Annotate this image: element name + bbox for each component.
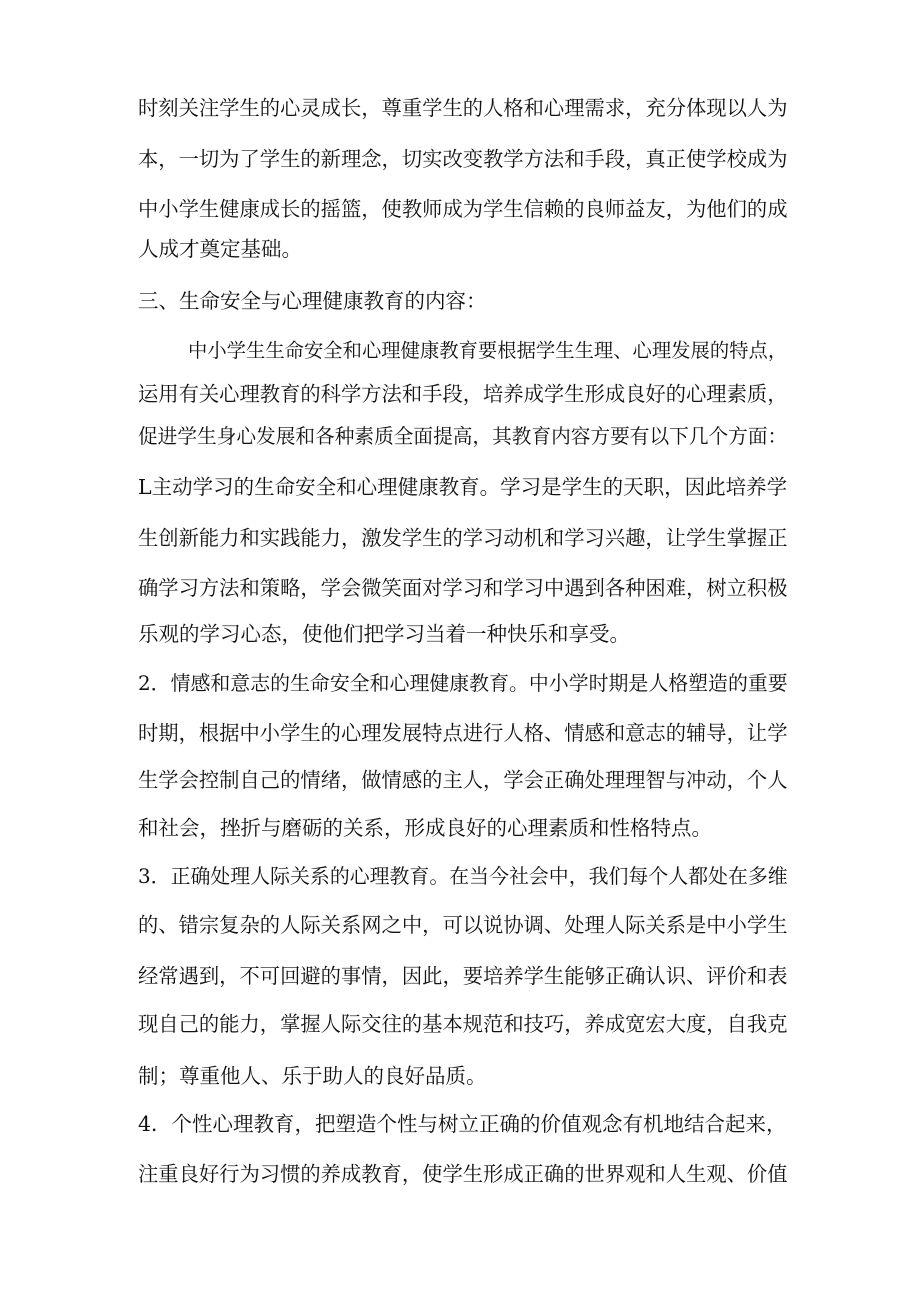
text-line: 生创新能力和实践能力，激发学生的学习动机和学习兴趣，让学生掌握正 [138, 526, 788, 550]
text-line: 现自己的能力，掌握人际交往的基本规范和技巧，养成宽宏大度，自我克 [138, 1012, 788, 1036]
text-line: 时刻关注学生的心灵成长，尊重学生的人格和心理需求，充分体现以人为 [138, 96, 788, 120]
text-line: 中小学生生命安全和心理健康教育要根据学生生理、心理发展的特点， [188, 339, 788, 362]
list-item-1: L主动学习的生命安全和心理健康教育。学习是学生的天职，因此培养学 [138, 475, 788, 499]
text-line: 制；尊重他人、乐于助人的良好品质。 [138, 1064, 487, 1088]
text-line: 运用有关心理教育的科学方法和手段，培养成学生形成良好的心理素质， [138, 382, 788, 406]
text-line: 注重良好行为习惯的养成教育，使学生形成正确的世界观和人生观、价值 [138, 1162, 788, 1186]
list-item-4: 4．个性心理教育，把塑造个性与树立正确的价值观念有机地结合起来， [138, 1112, 787, 1136]
text-line: 促进学生身心发展和各种素质全面提高，其教育内容方要有以下几个方面： [138, 425, 788, 448]
text-line: 和社会，挫折与磨砺的关系，形成良好的心理素质和性格特点。 [138, 816, 712, 840]
section-heading: 三、生命安全与心理健康教育的内容： [138, 289, 487, 313]
text-line: 乐观的学习心态，使他们把学习当着一种快乐和享受。 [138, 622, 630, 646]
text-line: 中小学生健康成长的摇篮，使教师成为学生信赖的良师益友，为他们的成 [138, 197, 788, 221]
text-line: 的、错宗复杂的人际关系网之中，可以说协调、处理人际关系是中小学生 [138, 913, 788, 937]
text-line: 时期，根据中小学生的心理发展特点进行人格、情感和意志的辅导，让学 [138, 721, 788, 745]
text-line: 经常遇到，不可回避的事情，因此，要培养学生能够正确认识、评价和表 [138, 964, 788, 988]
list-item-3: 3．正确处理人际关系的心理教育。在当今社会中，我们每个人都处在多维 [138, 865, 788, 888]
list-item-2: 2．情感和意志的生命安全和心理健康教育。中小学时期是人格塑造的重要 [138, 672, 788, 695]
text-line: 人成才奠定基础。 [138, 237, 302, 261]
text-line: 确学习方法和策略，学会微笑面对学习和学习中遇到各种困难，树立积极 [138, 576, 788, 600]
text-line: 生学会控制自己的情绪，做情感的主人，学会正确处理理智与冲动，个人 [138, 768, 788, 792]
text-line: 本，一切为了学生的新理念，切实改变教学方法和手段，真正使学校成为 [138, 147, 788, 171]
